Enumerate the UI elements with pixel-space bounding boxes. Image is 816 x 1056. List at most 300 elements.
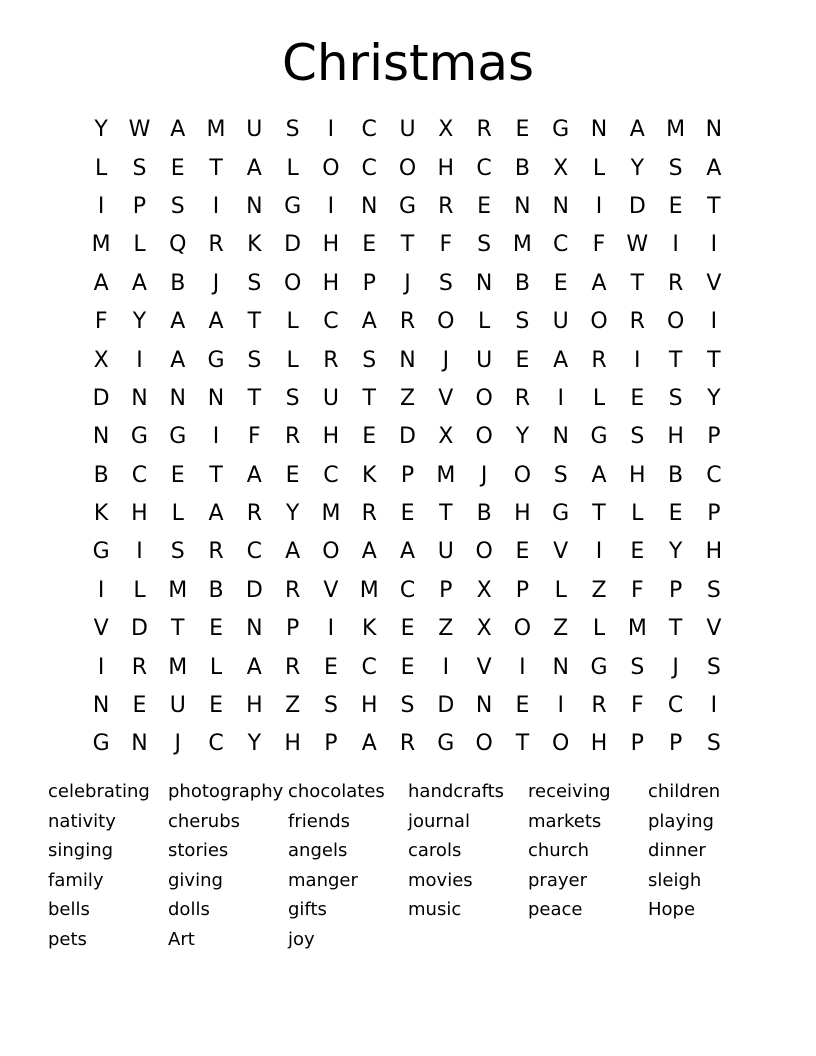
grid-letter: E	[630, 385, 645, 411]
grid-letter: F	[630, 577, 644, 603]
grid-letter: O	[398, 155, 417, 181]
grid-letter: N	[475, 270, 493, 296]
grid-letter: S	[247, 347, 262, 373]
grid-letter: J	[212, 270, 220, 296]
word-list-item: dinner	[648, 840, 706, 862]
grid-letter: N	[360, 193, 378, 219]
grid-letter: L	[592, 155, 606, 181]
grid-letter: D	[245, 577, 263, 603]
grid-letter: B	[514, 270, 530, 296]
grid-letter: J	[442, 347, 450, 373]
grid-letter: C	[476, 155, 492, 181]
grid-letter: H	[705, 539, 723, 565]
word-list-item: angels	[288, 840, 348, 862]
grid-letter: V	[93, 616, 109, 642]
grid-letter: E	[630, 539, 645, 565]
grid-letter: E	[285, 462, 300, 488]
grid-letter: A	[131, 270, 147, 296]
grid-letter: Z	[591, 577, 607, 603]
grid-letter: T	[171, 616, 185, 642]
grid-letter: S	[132, 155, 147, 181]
grid-letter: Z	[399, 385, 416, 411]
grid-letter: M	[91, 232, 111, 258]
grid-letter: I	[672, 232, 679, 258]
grid-letter: D	[284, 232, 302, 258]
grid-letter: A	[553, 347, 569, 373]
grid-letter: S	[515, 309, 530, 335]
grid-letter: H	[590, 731, 608, 757]
grid-letter: T	[668, 616, 683, 642]
grid-letter: R	[629, 309, 645, 335]
grid-letter: U	[246, 117, 263, 143]
grid-letter: U	[169, 693, 186, 719]
grid-letter: E	[362, 424, 377, 450]
grid-letter: O	[322, 155, 340, 181]
grid-letter: C	[399, 577, 416, 603]
grid-letter: P	[707, 501, 721, 527]
grid-letter: O	[475, 424, 493, 450]
grid-letter: E	[323, 654, 338, 680]
grid-letter: V	[323, 577, 339, 603]
grid-letter: Y	[94, 117, 108, 143]
grid-letter: G	[552, 117, 570, 143]
grid-letter: H	[437, 155, 455, 181]
grid-letter: N	[246, 193, 263, 219]
grid-letter: T	[668, 347, 683, 373]
grid-letter: A	[591, 462, 607, 488]
grid-row	[82, 149, 733, 187]
grid-letter: W	[626, 232, 649, 258]
grid-letter: A	[246, 654, 262, 680]
grid-letter: T	[247, 385, 262, 411]
grid-letter: S	[553, 462, 568, 488]
grid-letter: Y	[285, 501, 300, 527]
grid-letter: E	[362, 232, 377, 258]
grid-letter: S	[362, 347, 377, 373]
grid-letter: R	[323, 347, 339, 373]
word-list-item: Hope	[648, 899, 696, 921]
grid-letter: I	[327, 117, 335, 143]
grid-letter: Z	[285, 693, 301, 719]
grid-letter: X	[476, 616, 492, 642]
grid-letter: T	[362, 385, 376, 411]
grid-letter: R	[399, 731, 416, 757]
grid-letter: N	[590, 117, 608, 143]
grid-row	[82, 341, 733, 379]
grid-letter: L	[286, 155, 299, 181]
grid-letter: M	[512, 232, 532, 258]
grid-letter: X	[438, 424, 454, 450]
grid-letter: Y	[707, 385, 721, 411]
grid-letter: K	[247, 232, 262, 258]
grid-letter: W	[128, 117, 151, 143]
grid-letter: S	[630, 424, 645, 450]
grid-letter: N	[246, 616, 263, 642]
grid-letter: E	[400, 501, 415, 527]
grid-letter: M	[436, 462, 456, 488]
word-list-item: peace	[528, 899, 583, 921]
grid-letter: G	[398, 193, 417, 219]
grid-letter: C	[667, 693, 684, 719]
grid-letter: B	[170, 270, 186, 296]
grid-row	[82, 610, 733, 648]
grid-letter: I	[557, 385, 564, 411]
grid-letter: F	[248, 424, 261, 450]
grid-letter: I	[327, 616, 335, 642]
word-list-item: singing	[48, 840, 114, 862]
grid-letter: K	[362, 462, 377, 488]
word-list-item: journal	[408, 810, 470, 832]
grid-letter: A	[361, 309, 377, 335]
grid-letter: E	[170, 155, 185, 181]
grid-letter: I	[710, 232, 718, 258]
grid-letter: A	[399, 539, 416, 565]
grid-letter: D	[130, 616, 148, 642]
grid-letter: I	[595, 193, 603, 219]
word-list-item: family	[48, 869, 104, 891]
grid-letter: N	[399, 347, 416, 373]
grid-letter: A	[170, 117, 186, 143]
grid-letter: R	[246, 501, 262, 527]
word-list-item: receiving	[528, 781, 611, 802]
grid-letter: V	[553, 539, 569, 565]
word-list-item: music	[408, 899, 462, 921]
grid-letter: L	[133, 232, 146, 258]
word-list-item: carols	[408, 840, 462, 862]
grid-letter: N	[514, 193, 531, 219]
word-list-item: photography	[168, 781, 284, 802]
grid-letter: S	[630, 654, 645, 680]
grid-row	[82, 111, 733, 149]
grid-letter: C	[208, 731, 224, 757]
grid-letter: S	[247, 270, 262, 296]
word-list-item: chocolates	[288, 781, 385, 802]
grid-letter: L	[631, 501, 644, 527]
grid-letter: R	[208, 232, 224, 258]
grid-letter: A	[208, 501, 224, 527]
grid-letter: C	[706, 462, 722, 488]
grid-letter: I	[710, 693, 718, 719]
grid-letter: S	[323, 693, 338, 719]
grid-letter: A	[629, 117, 645, 143]
grid-letter: N	[705, 117, 723, 143]
grid-letter: M	[206, 117, 226, 143]
grid-letter: G	[92, 731, 110, 757]
grid-letter: O	[513, 462, 532, 488]
grid-letter: L	[171, 501, 184, 527]
grid-letter: E	[170, 462, 185, 488]
grid-letter: T	[707, 347, 721, 373]
grid-letter: P	[285, 616, 300, 642]
grid-letter: M	[359, 577, 379, 603]
letter-grid	[82, 111, 733, 764]
grid-letter: C	[323, 309, 339, 335]
grid-letter: E	[515, 347, 530, 373]
grid-row	[82, 457, 733, 495]
grid-row	[82, 265, 733, 303]
grid-letter: M	[666, 117, 686, 143]
grid-row	[82, 418, 733, 456]
word-list-item: giving	[168, 869, 223, 891]
grid-letter: I	[97, 654, 105, 680]
grid-letter: I	[595, 539, 603, 565]
grid-letter: T	[209, 462, 223, 488]
grid-letter: G	[590, 424, 608, 450]
grid-letter: I	[634, 347, 641, 373]
grid-letter: A	[246, 462, 262, 488]
grid-letter: R	[514, 385, 531, 411]
grid-letter: N	[552, 424, 569, 450]
word-list-item: church	[528, 840, 590, 862]
grid-letter: G	[437, 731, 455, 757]
grid-letter: E	[400, 616, 415, 642]
word-list-item: playing	[648, 810, 714, 832]
word-list-item: joy	[288, 928, 315, 950]
grid-letter: P	[400, 462, 415, 488]
grid-letter: Y	[247, 731, 262, 757]
grid-row	[82, 303, 733, 341]
grid-letter: F	[630, 693, 644, 719]
word-list-item: dolls	[168, 899, 210, 921]
grid-letter: B	[93, 462, 109, 488]
grid-letter: A	[361, 539, 377, 565]
grid-letter: S	[668, 385, 683, 411]
grid-letter: I	[212, 193, 220, 219]
grid-letter: T	[247, 309, 262, 335]
grid-letter: Y	[668, 539, 683, 565]
word-list-item: children	[648, 781, 721, 802]
grid-letter: G	[284, 193, 302, 219]
grid-letter: I	[442, 654, 450, 680]
grid-letter: R	[131, 654, 148, 680]
grid-letter: I	[710, 309, 718, 335]
grid-letter: I	[136, 347, 143, 373]
grid-letter: T	[707, 193, 721, 219]
grid-letter: P	[668, 577, 683, 603]
grid-letter: F	[592, 232, 606, 258]
grid-letter: R	[591, 693, 607, 719]
word-list-item: pets	[48, 928, 87, 950]
grid-letter: B	[668, 462, 684, 488]
grid-letter: F	[94, 309, 108, 335]
grid-letter: R	[667, 270, 684, 296]
grid-row	[82, 188, 733, 226]
grid-letter: N	[131, 385, 148, 411]
grid-letter: R	[438, 193, 454, 219]
grid-row	[82, 226, 733, 264]
grid-letter: A	[591, 270, 607, 296]
grid-letter: P	[132, 193, 147, 219]
grid-letter: E	[209, 616, 223, 642]
grid-letter: U	[322, 385, 339, 411]
grid-letter: R	[476, 117, 492, 143]
grid-letter: P	[630, 731, 644, 757]
grid-letter: A	[170, 347, 186, 373]
grid-letter: H	[667, 424, 684, 450]
grid-letter: G	[169, 424, 187, 450]
grid-letter: P	[439, 577, 453, 603]
grid-letter: R	[591, 347, 607, 373]
grid-letter: C	[323, 462, 339, 488]
grid-letter: S	[285, 117, 300, 143]
grid-letter: E	[400, 654, 415, 680]
grid-letter: E	[553, 270, 568, 296]
grid-letter: S	[438, 270, 453, 296]
grid-letter: B	[476, 501, 492, 527]
grid-letter: U	[476, 347, 493, 373]
grid-letter: S	[706, 577, 721, 603]
grid-letter: N	[552, 193, 569, 219]
grid-letter: J	[174, 731, 181, 757]
grid-letter: H	[131, 501, 148, 527]
grid-letter: I	[212, 424, 220, 450]
grid-letter: S	[170, 539, 185, 565]
grid-letter: S	[170, 193, 185, 219]
grid-letter: I	[136, 539, 143, 565]
grid-letter: D	[399, 424, 416, 450]
grid-letter: T	[515, 731, 530, 757]
word-list-item: celebrating	[48, 781, 150, 802]
grid-letter: O	[666, 309, 685, 335]
grid-letter: P	[324, 731, 338, 757]
grid-letter: E	[668, 193, 683, 219]
word-list-item: stories	[168, 840, 229, 862]
grid-letter: C	[361, 155, 377, 181]
grid-letter: X	[93, 347, 109, 373]
grid-letter: A	[208, 309, 224, 335]
grid-letter: R	[208, 539, 224, 565]
grid-letter: U	[552, 309, 569, 335]
grid-letter: K	[362, 616, 377, 642]
grid-letter: N	[131, 731, 148, 757]
grid-letter: J	[480, 462, 488, 488]
word-list-item: gifts	[288, 899, 327, 921]
word-list-item: bells	[48, 899, 90, 921]
grid-letter: P	[668, 731, 683, 757]
grid-letter: O	[322, 539, 340, 565]
grid-letter: X	[553, 155, 569, 181]
grid-letter: G	[552, 501, 570, 527]
grid-letter: A	[246, 155, 262, 181]
grid-letter: L	[554, 577, 567, 603]
grid-letter: I	[97, 577, 105, 603]
grid-letter: H	[514, 501, 531, 527]
grid-letter: Z	[553, 616, 569, 642]
grid-letter: E	[209, 693, 223, 719]
grid-letter: L	[209, 654, 223, 680]
grid-letter: N	[92, 693, 110, 719]
grid-row	[82, 725, 733, 763]
grid-letter: D	[628, 193, 646, 219]
grid-letter: S	[706, 654, 721, 680]
word-list-item: sleigh	[648, 869, 702, 891]
grid-letter: S	[285, 385, 300, 411]
grid-letter: X	[476, 577, 492, 603]
word-list-item: cherubs	[168, 810, 240, 832]
grid-letter: E	[515, 693, 530, 719]
grid-letter: C	[361, 117, 377, 143]
grid-letter: L	[477, 309, 491, 335]
grid-letter: P	[515, 577, 530, 603]
grid-letter: N	[475, 693, 493, 719]
grid-row	[82, 648, 733, 686]
grid-letter: H	[246, 693, 263, 719]
grid-letter: M	[321, 501, 341, 527]
grid-letter: H	[322, 232, 340, 258]
grid-letter: F	[439, 232, 453, 258]
grid-letter: G	[92, 539, 110, 565]
grid-letter: X	[438, 117, 454, 143]
grid-letter: O	[283, 270, 302, 296]
grid-letter: Q	[169, 232, 187, 258]
grid-letter: V	[706, 616, 722, 642]
grid-letter: B	[514, 155, 530, 181]
grid-row	[82, 495, 733, 533]
puzzle-title: Christmas	[281, 34, 535, 92]
grid-letter: D	[92, 385, 110, 411]
grid-letter: M	[168, 654, 188, 680]
grid-letter: Z	[438, 616, 454, 642]
grid-letter: O	[437, 309, 455, 335]
grid-letter: P	[362, 270, 376, 296]
grid-letter: V	[476, 654, 492, 680]
grid-letter: G	[130, 424, 148, 450]
grid-letter: S	[477, 232, 492, 258]
grid-letter: L	[592, 385, 606, 411]
grid-letter: J	[404, 270, 411, 296]
grid-letter: E	[477, 193, 492, 219]
grid-letter: H	[360, 693, 378, 719]
grid-letter: C	[246, 539, 263, 565]
grid-row	[82, 380, 733, 418]
word-list-item: prayer	[528, 869, 587, 891]
word-list-item: manger	[288, 869, 358, 891]
grid-letter: Y	[515, 424, 530, 450]
grid-letter: P	[707, 424, 721, 450]
grid-row	[82, 687, 733, 725]
grid-letter: O	[475, 539, 493, 565]
grid-letter: E	[515, 539, 530, 565]
grid-letter: R	[361, 501, 377, 527]
grid-letter: S	[400, 693, 415, 719]
grid-letter: Y	[630, 155, 645, 181]
grid-letter: U	[399, 117, 416, 143]
grid-letter: H	[322, 270, 340, 296]
word-list-item: movies	[408, 869, 473, 891]
grid-letter: I	[519, 654, 526, 680]
word-list-item: Art	[168, 928, 195, 950]
word-list-item: handcrafts	[408, 781, 505, 802]
grid-letter: M	[627, 616, 647, 642]
grid-letter: N	[92, 424, 110, 450]
grid-letter: M	[168, 577, 188, 603]
grid-letter: R	[399, 309, 416, 335]
grid-letter: L	[592, 616, 606, 642]
grid-letter: R	[284, 424, 301, 450]
grid-letter: O	[552, 731, 570, 757]
word-list-item: friends	[288, 810, 351, 832]
grid-letter: T	[400, 232, 415, 258]
grid-letter: B	[208, 577, 224, 603]
grid-letter: G	[590, 654, 608, 680]
grid-letter: J	[672, 654, 679, 680]
grid-letter: R	[284, 577, 301, 603]
word-list	[48, 777, 768, 955]
grid-letter: U	[437, 539, 454, 565]
grid-letter: H	[284, 731, 301, 757]
grid-letter: G	[207, 347, 225, 373]
grid-letter: S	[706, 731, 721, 757]
